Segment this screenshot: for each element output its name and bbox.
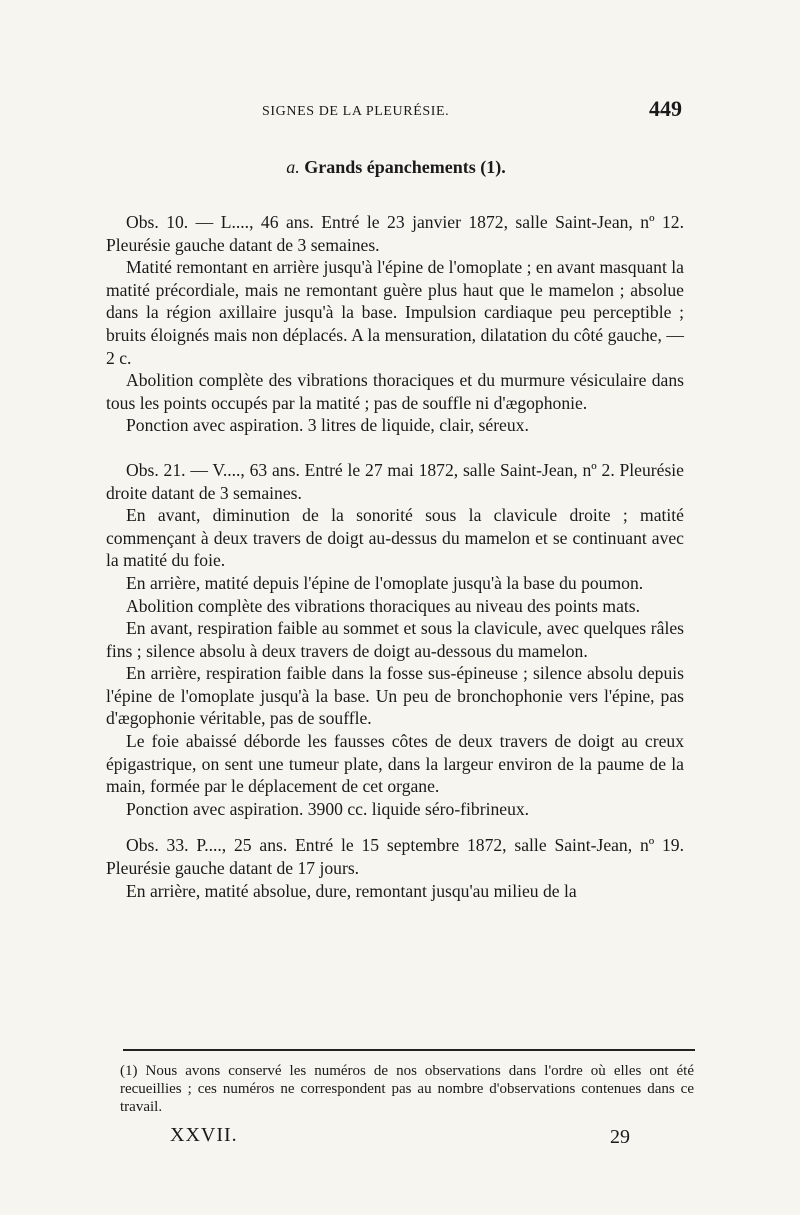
paragraph: En avant, respiration faible au sommet et sous la clavicule, avec quelques râles fins ; silence absolu à deux travers de doigt au-dessous du mamelon. xyxy=(106,618,684,661)
paragraph: Le foie abaissé déborde les fausses côtes de deux travers de doigt au creux épigastrique, on sent une tumeur plate, dans la largeur environ de la paume de la main, formée par le déplacement de cet organe. xyxy=(106,731,684,797)
paragraph: En arrière, respiration faible dans la fosse sus-épineuse ; silence absolu depuis l'épine de l'omoplate jusqu'à la base. Un peu de bronchophonie vers l'épine, pas d'ægophonie véritable, pas de souffle. xyxy=(106,663,684,729)
section-title: Grands épanchements (1). xyxy=(304,157,506,177)
footnote-text: (1) Nous avons conservé les numéros de nos observations dans l'ordre où elles ont été recueillies ; ces numéros ne correspondent pas au nombre d'observations contenues dans ce travail. xyxy=(120,1063,694,1115)
paragraph: Abolition complète des vibrations thoraciques au niveau des points mats. xyxy=(126,595,641,616)
observation-heading-paragraph: Obs. 10. — L...., 46 ans. Entré le 23 janvier 1872, salle Saint-Jean, nº 12. Pleurésie gauche datant de 3 semaines. xyxy=(106,212,684,255)
body-text xyxy=(106,211,684,902)
running-title: SIGNES DE LA PLEURÉSIE. xyxy=(262,104,450,119)
footnote xyxy=(120,1062,694,1116)
observation-block xyxy=(106,834,684,902)
paragraph: En arrière, matité absolue, dure, remontant jusqu'au milieu de la xyxy=(126,880,577,901)
observation-heading-paragraph: Obs. 21. — V...., 63 ans. Entré le 27 mai 1872, salle Saint-Jean, nº 2. Pleurésie droite datant de 3 semaines. xyxy=(106,459,684,503)
page-number: 449 xyxy=(649,96,682,121)
folio-number: 29 xyxy=(610,1126,630,1148)
spacer xyxy=(106,820,684,834)
signature-mark: XXVII. xyxy=(170,1124,238,1146)
observation-block xyxy=(106,459,684,821)
paragraph: Ponction avec aspiration. 3 litres de liquide, clair, séreux. xyxy=(126,415,529,436)
paragraph: En avant, diminution de la sonorité sous la clavicule droite ; matité commençant à deux travers de doigt au-dessus du mamelon et se continuant avec la matité du foie. xyxy=(106,505,684,571)
section-heading xyxy=(110,157,682,178)
observation-block xyxy=(106,211,684,437)
paragraph: Ponction avec aspiration. 3900 cc. liquide séro-fibrineux. xyxy=(126,798,530,819)
paragraph: Abolition complète des vibrations thoraciques et du murmure vésiculaire dans tous les points occupés par la matité ; pas de souffle ni d'ægophonie. xyxy=(106,370,684,413)
footnote-rule xyxy=(123,1049,695,1051)
page-header xyxy=(110,98,682,126)
paragraph: Matité remontant en arrière jusqu'à l'épine de l'omoplate ; en avant masquant la matité précordiale, mais ne remontant guère plus haut que le mamelon ; absolue dans la région axillaire jusqu'à la base. Impulsion cardiaque peu perceptible ; bruits éloignés mais non déplacés. A la mensuration, dilatation du côté gauche, — 2 c. xyxy=(106,257,684,368)
spacer xyxy=(106,437,684,459)
paragraph: En arrière, matité depuis l'épine de l'omoplate jusqu'à la base du poumon. xyxy=(126,572,644,593)
section-marker: a. xyxy=(286,157,300,177)
observation-heading-paragraph: Obs. 33. P...., 25 ans. Entré le 15 septembre 1872, salle Saint-Jean, nº 19. Pleurésie gauche datant de 17 jours. xyxy=(106,835,684,879)
